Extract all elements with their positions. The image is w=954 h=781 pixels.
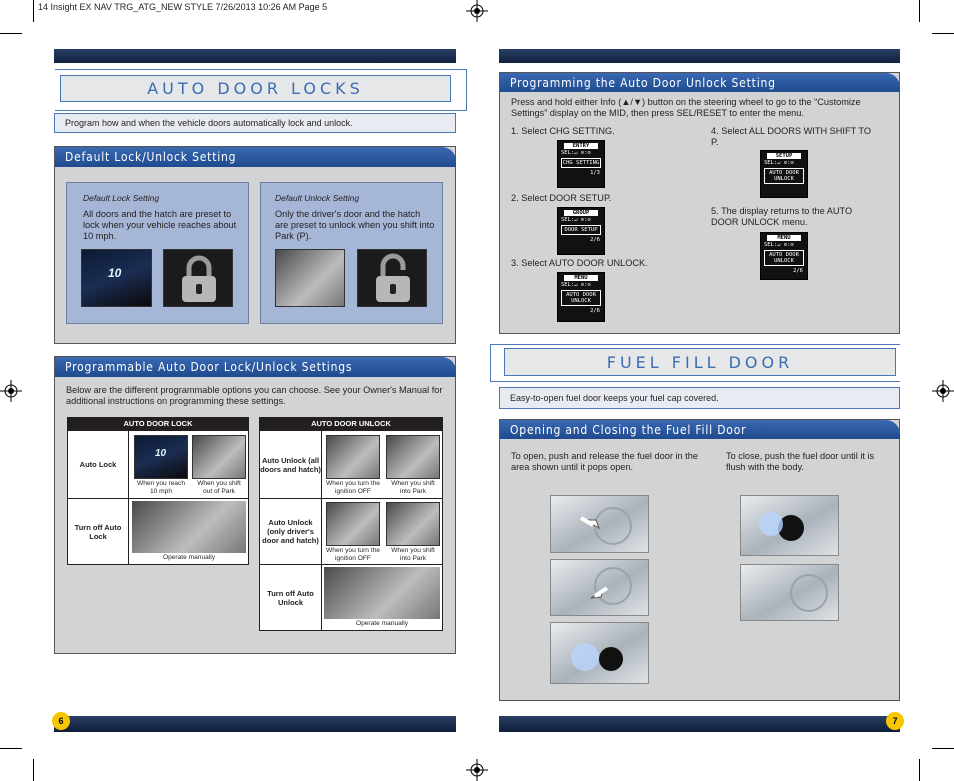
registration-mark-icon xyxy=(932,380,954,402)
top-bar xyxy=(54,49,456,63)
fuel-door-photo-2 xyxy=(550,559,649,616)
step-4: 4. Select ALL DOORS WITH SHIFT TO P. xyxy=(711,126,871,147)
registration-mark-icon xyxy=(466,0,488,22)
photo-caption: When you reach 10 mph xyxy=(136,480,185,495)
mid-display-4: SETUP SEL:↵ ⊙:⊙ AUTO DOOR UNLOCK xyxy=(760,150,808,198)
card-body: Only the driver's door and the hatch are preset to unlock when you shift into Park (P). xyxy=(275,209,435,241)
mid-display-2: GROUP SEL:↵ ⊙:⊙ DOOR SETUP 2/6 xyxy=(557,207,605,255)
shifter-photo xyxy=(275,249,345,307)
page-number: 7 xyxy=(886,712,904,730)
page-number: 6 xyxy=(52,712,70,730)
unlocked-padlock-photo xyxy=(357,249,427,307)
padlock-locked-icon xyxy=(164,250,233,307)
speedometer-photo xyxy=(134,435,188,479)
crop-mark xyxy=(0,33,22,34)
card-title: Default Lock Setting xyxy=(83,193,160,203)
section-heading: Opening and Closing the Fuel Fill Door xyxy=(500,420,900,439)
shifter-photo xyxy=(386,435,440,479)
close-instructions: To close, push the fuel door until it is flush with the body. xyxy=(726,451,875,472)
speed-readout: 10 xyxy=(108,266,122,280)
crop-mark xyxy=(33,759,34,781)
ignition-photo xyxy=(326,435,380,479)
crop-mark xyxy=(0,748,22,749)
row-label: Turn off Auto Unlock xyxy=(260,565,322,630)
fuel-description: Easy-to-open fuel door keeps your fuel cap covered. xyxy=(499,387,900,409)
fuel-door-photo-1 xyxy=(550,495,649,553)
page-description: Program how and when the vehicle doors automatically lock and unlock. xyxy=(54,113,456,133)
fuel-door-photo-4 xyxy=(740,495,839,556)
footer-bar xyxy=(54,716,456,732)
registration-mark-icon xyxy=(466,759,488,781)
section-heading: Programmable Auto Door Lock/Unlock Settings xyxy=(55,357,456,377)
close-fuel-door-icon xyxy=(741,496,840,557)
speedometer-photo xyxy=(81,249,152,307)
crop-mark xyxy=(932,748,954,749)
registration-mark-icon xyxy=(0,380,22,402)
step-5: 5. The display returns to the AUTO DOOR UNLOCK menu. xyxy=(711,206,853,227)
card-title: Default Unlock Setting xyxy=(275,193,360,203)
footer-bar xyxy=(499,716,900,732)
row-label: Auto Lock xyxy=(68,431,129,498)
section-heading: Programming the Auto Door Unlock Setting xyxy=(500,73,900,92)
unlock-table-header: AUTO DOOR UNLOCK xyxy=(259,417,443,431)
photo-caption: When you turn the ignition OFF xyxy=(326,480,380,495)
default-unlock-card xyxy=(260,182,443,324)
fuel-door-photo-3 xyxy=(550,622,649,684)
fuel-door-photo-5 xyxy=(740,564,839,621)
crop-mark xyxy=(932,33,954,34)
table-row xyxy=(259,499,443,565)
row-label: Turn off Auto Lock xyxy=(68,499,129,564)
table-row xyxy=(259,565,443,631)
crop-mark xyxy=(33,0,34,22)
shifter-photo xyxy=(386,502,440,546)
mid-display-3: MENU SEL:↵ ⊙:⊙ AUTO DOOR UNLOCK 2/6 xyxy=(557,272,605,322)
step-1: 1. Select CHG SETTING. xyxy=(511,126,615,136)
shifter-photo xyxy=(192,435,246,479)
table-row xyxy=(67,431,249,499)
door-switch-photo xyxy=(324,567,440,619)
open-fuel-door-icon xyxy=(551,623,650,685)
speed-readout: 10 xyxy=(155,448,167,459)
photo-caption: When you shift into Park xyxy=(391,547,435,562)
photo-caption: When you shift into Park xyxy=(391,480,435,495)
section-body: Below are the different programmable options you can choose. See your Owner's Manual for additional instructions on programming these settings. xyxy=(66,385,443,406)
lock-table-header: AUTO DOOR LOCK xyxy=(67,417,249,431)
closed-fuel-door-icon xyxy=(741,565,840,622)
photo-caption: Operate manually xyxy=(162,554,216,561)
table-row xyxy=(259,431,443,499)
page-title: AUTO DOOR LOCKS xyxy=(60,75,451,102)
ignition-photo xyxy=(326,502,380,546)
locked-padlock-photo xyxy=(163,249,233,307)
photo-caption: When you shift out of Park xyxy=(197,480,241,495)
print-slug: 14 Insight EX NAV TRG_ATG_NEW STYLE 7/26/2013 10:26 AM Page 5 xyxy=(38,2,328,12)
default-lock-card xyxy=(66,182,249,324)
photo-caption: When you turn the ignition OFF xyxy=(326,547,380,562)
mid-display-1: ENTRY SEL:↵ ⊙:⊙ CHG SETTING 1/3 xyxy=(557,140,605,188)
mid-display-5: MENU SEL:↵ ⊙:⊙ AUTO DOOR UNLOCK 2/6 xyxy=(760,232,808,280)
table-row xyxy=(67,499,249,565)
crop-mark xyxy=(919,0,920,22)
card-body: All doors and the hatch are preset to lock when your vehicle reaches about 10 mph. xyxy=(83,209,237,241)
push-arrow-icon xyxy=(551,496,650,554)
open-instructions: To open, push and release the fuel door in the area shown until it pops open. xyxy=(511,451,698,472)
step-3: 3. Select AUTO DOOR UNLOCK. xyxy=(511,258,648,268)
row-label: Auto Unlock (all doors and hatch) xyxy=(260,431,322,498)
section-heading: Default Lock/Unlock Setting xyxy=(55,147,456,167)
padlock-unlocked-icon xyxy=(358,250,427,307)
section-intro: Press and hold either Info (▲/▼) button on the steering wheel to go to the “Customize Settings” display on the MID, then press SEL/RESET to enter the menu. xyxy=(511,97,861,118)
fuel-title: FUEL FILL DOOR xyxy=(504,348,896,376)
step-2: 2. Select DOOR SETUP. xyxy=(511,193,612,203)
row-label: Auto Unlock (only driver's door and hatch) xyxy=(260,499,322,564)
crop-mark xyxy=(919,759,920,781)
pop-arrow-icon xyxy=(551,560,650,617)
door-switch-photo xyxy=(132,501,246,553)
photo-caption: Operate manually xyxy=(355,620,409,627)
top-bar xyxy=(499,49,900,63)
